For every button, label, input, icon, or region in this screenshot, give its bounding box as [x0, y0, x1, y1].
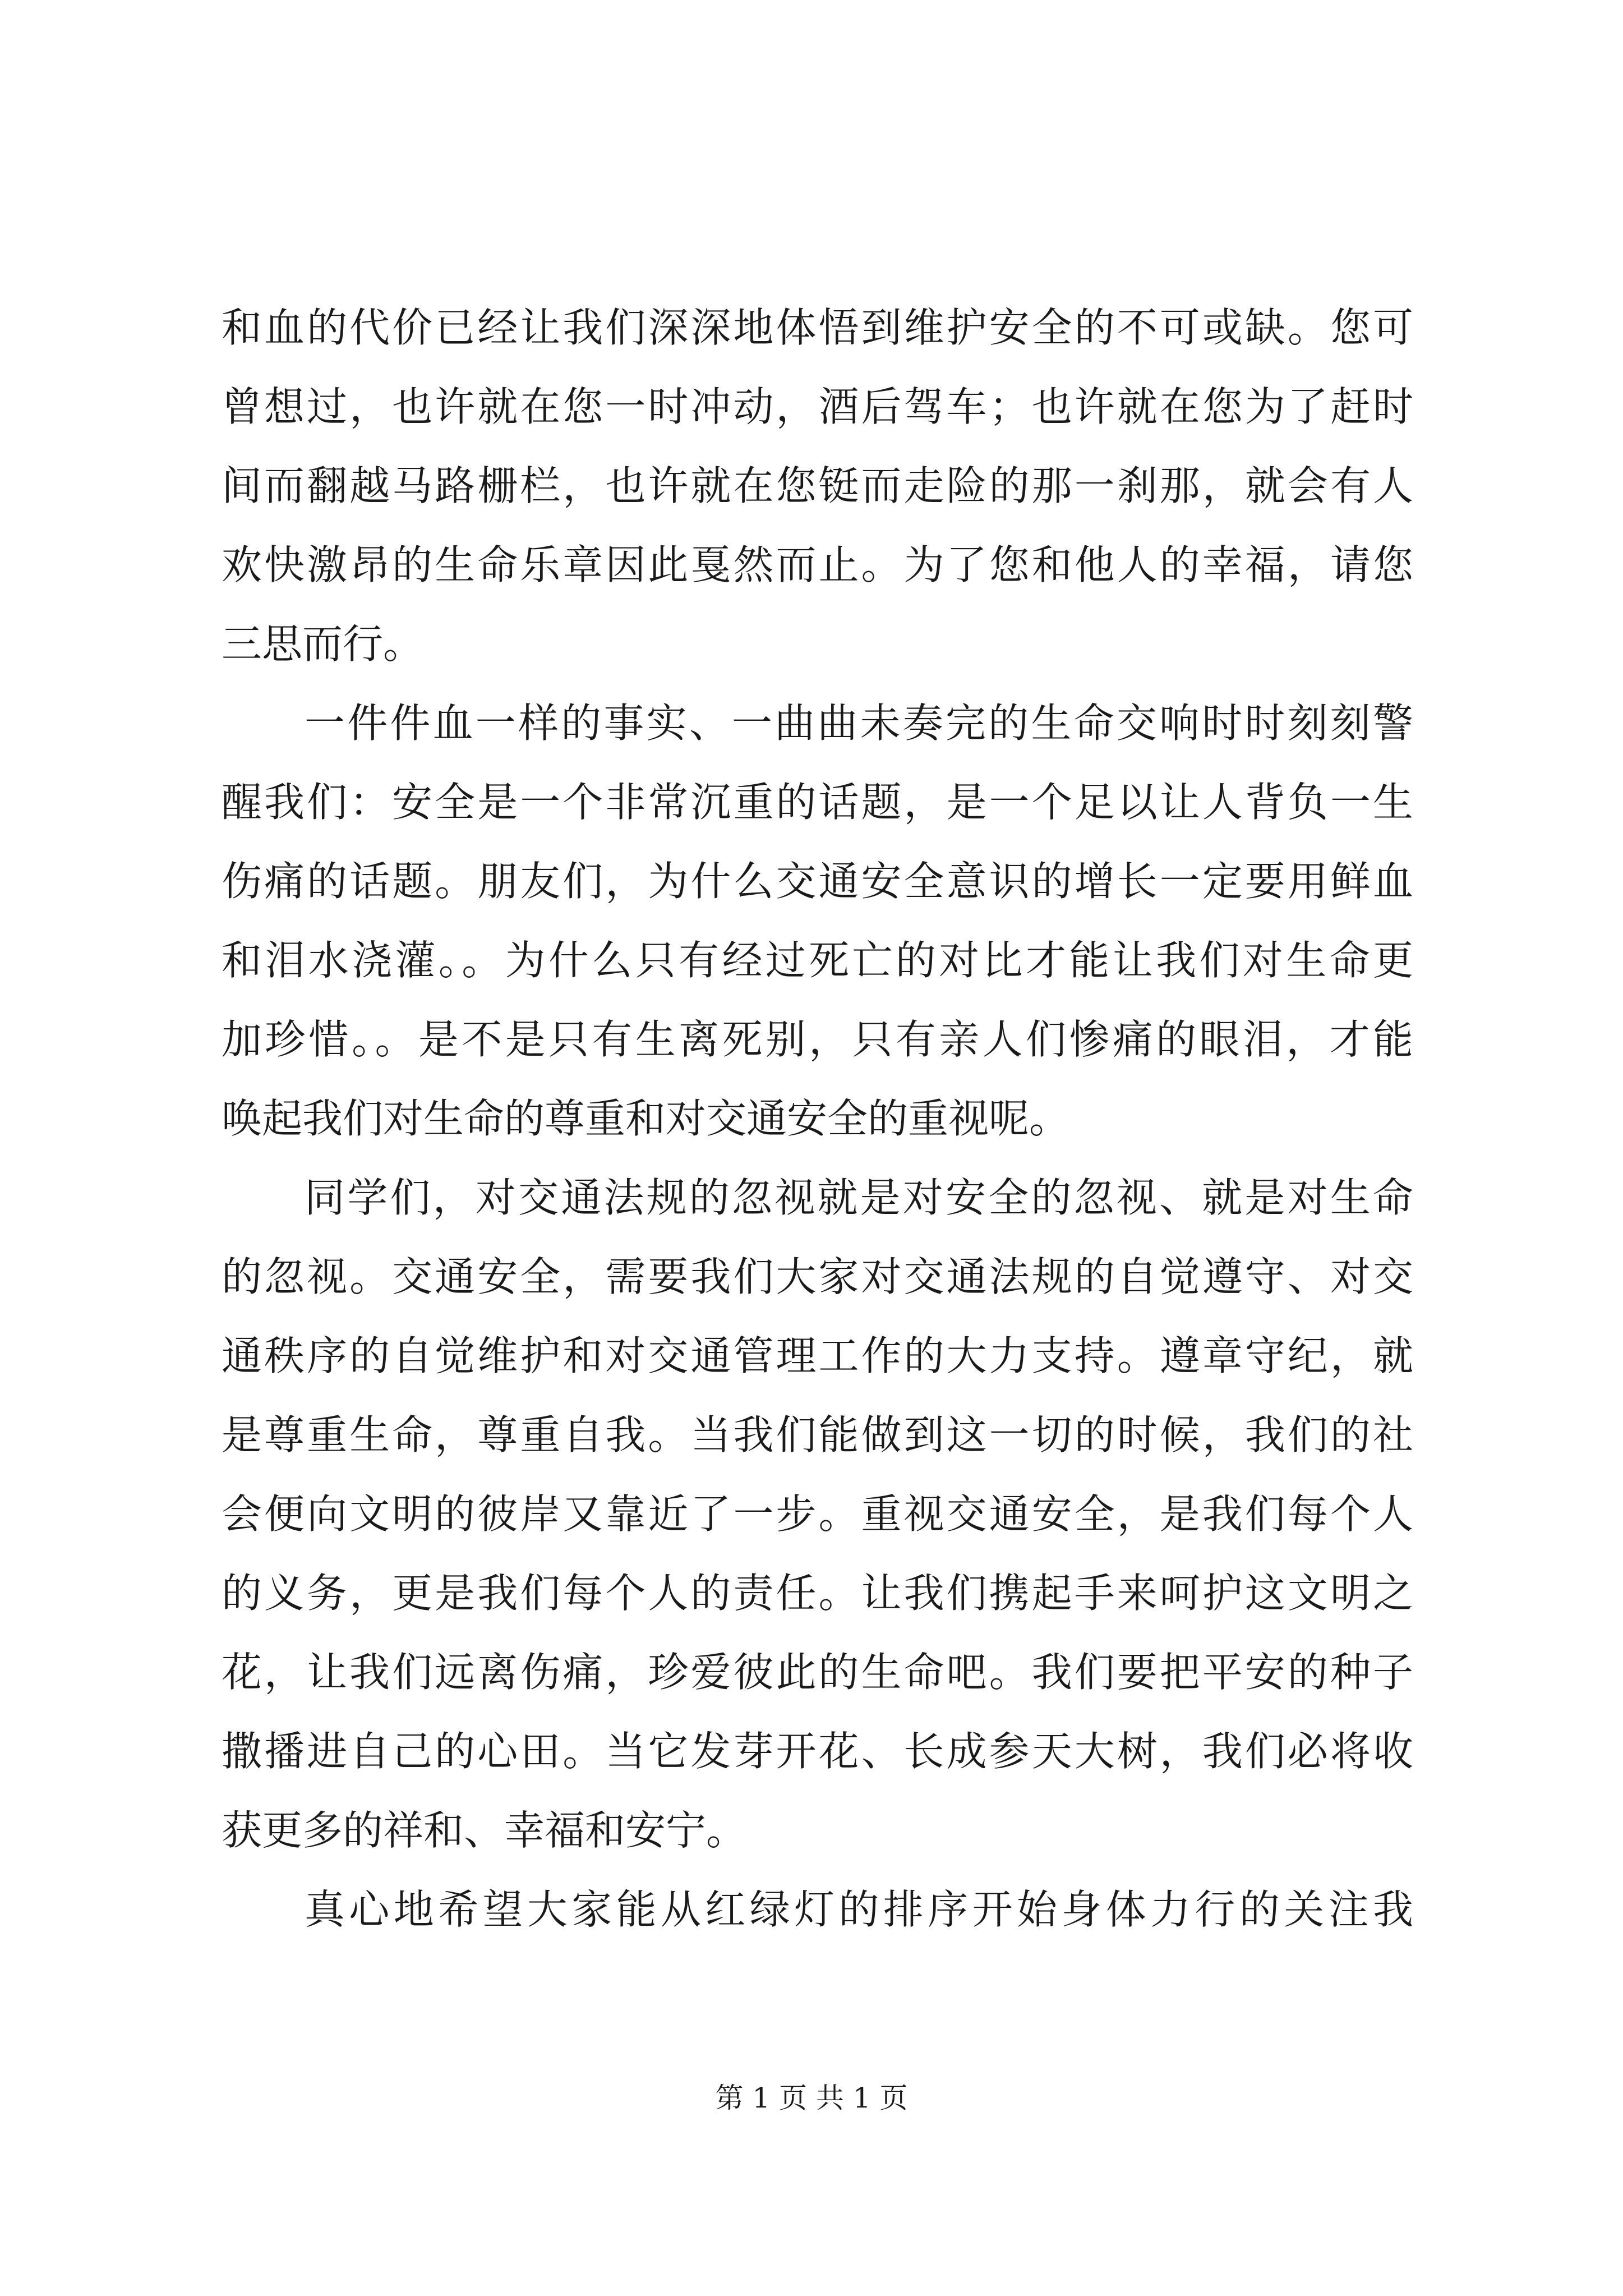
text-line: 间而翻越马路栅栏，也许就在您铤而走险的那一刹那，就会有人	[222, 462, 1413, 509]
text-line: 的义务，更是我们每个人的责任。让我们携起手来呵护这文明之	[222, 1570, 1413, 1617]
text-line: 会便向文明的彼岸又靠近了一步。重视交通安全，是我们每个人	[222, 1490, 1413, 1538]
text-line: 加珍惜。。是不是只有生离死别，只有亲人们惨痛的眼泪，才能	[222, 1016, 1413, 1063]
text-line: 通秩序的自觉维护和对交通管理工作的大力支持。遵章守纪，就	[222, 1332, 1413, 1379]
text-line: 真心地希望大家能从红绿灯的排序开始身体力行的关注我	[305, 1886, 1413, 1933]
text-line: 获更多的祥和、幸福和安宁。	[222, 1807, 747, 1854]
text-line: 撒播进自己的心田。当它发芽开花、长成参天大树，我们必将收	[222, 1728, 1413, 1775]
text-line: 唤起我们对生命的尊重和对交通安全的重视呢。	[222, 1095, 1070, 1142]
page-number-footer: 第 1 页 共 1 页	[715, 2082, 908, 2114]
text-line: 曾想过，也许就在您一时冲动，酒后驾车；也许就在您为了赶时	[222, 383, 1413, 430]
text-line: 伤痛的话题。朋友们，为什么交通安全意识的增长一定要用鲜血	[222, 858, 1413, 905]
text-line: 和血的代价已经让我们深深地体悟到维护安全的不可或缺。您可	[222, 304, 1413, 351]
text-line: 同学们，对交通法规的忽视就是对安全的忽视、就是对生命	[305, 1174, 1413, 1221]
text-line: 是尊重生命，尊重自我。当我们能做到这一切的时候，我们的社	[222, 1411, 1413, 1458]
text-line: 三思而行。	[222, 620, 424, 668]
document-body	[222, 288, 1413, 1949]
text-line: 欢快激昂的生命乐章因此戛然而止。为了您和他人的幸福，请您	[222, 541, 1413, 588]
text-line: 和泪水浇灌。。为什么只有经过死亡的对比才能让我们对生命更	[222, 937, 1413, 984]
text-line: 的忽视。交通安全，需要我们大家对交通法规的自觉遵守、对交	[222, 1253, 1413, 1300]
text-line: 一件件血一样的事实、一曲曲未奏完的生命交响时时刻刻警	[305, 700, 1413, 747]
text-line: 醒我们：安全是一个非常沉重的话题，是一个足以让人背负一生	[222, 779, 1413, 826]
text-line: 花，让我们远离伤痛，珍爱彼此的生命吧。我们要把平安的种子	[222, 1649, 1413, 1696]
